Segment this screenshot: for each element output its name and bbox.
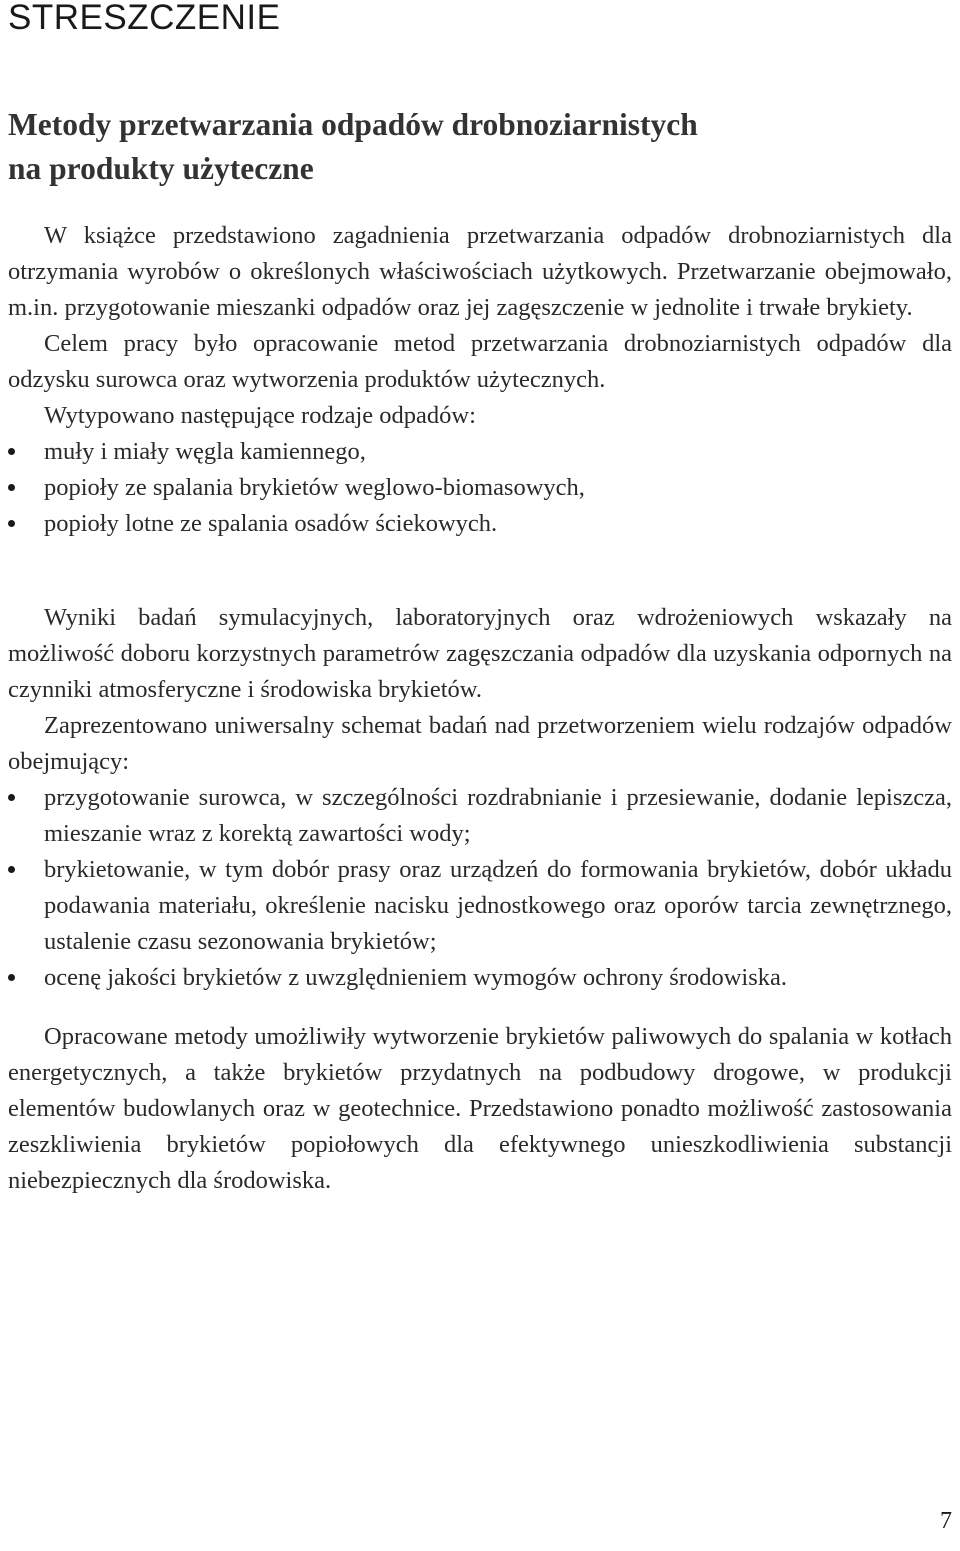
paragraph-intro: W książce przedstawiono zagadnienia przetwarzania odpadów drobnoziarnistych dla otrzymania wyrobów o określonych właściwościach użytkowych. Przetwarzanie obejmowało, m.in. przygotowanie mieszanki odpadów oraz jej zagęszczenie w jednolite i trwałe brykiety.: [8, 222, 952, 321]
paragraph-aim: Celem pracy było opracowanie metod przetwarzania drobnoziarnistych odpadów dla odzysku surowca oraz wytworzenia produktów użytecznych.: [8, 330, 952, 393]
paragraph-scheme: Zaprezentowano uniwersalny schemat badań nad przetworzeniem wielu rodzajów odpadów obejmujący:: [8, 712, 952, 775]
summary-section-3: [8, 1019, 952, 1199]
paragraph-conclusions: Opracowane metody umożliwiły wytworzenie brykietów paliwowych do spalania w kotłach energetycznych, a także brykietów przydatnych na podbudowy drogowe, w produkcji elementów budowlanych oraz w geotechnice. Przedstawiono ponadto możliwość zastosowania zeszkliwienia brykietów popiołowych dla efektywnego unieszkodliwienia substancji niebezpiecznych dla środowiska.: [8, 1023, 952, 1194]
waste-types-list: [8, 434, 952, 542]
bullet-icon: [8, 520, 15, 527]
bullet-icon: [8, 794, 15, 801]
list-item: popioły ze spalania brykietów weglowo-biomasowych,: [8, 470, 952, 506]
list-item: przygotowanie surowca, w szczególności rozdrabnianie i przesiewanie, dodanie lepiszcza, mieszanie wraz z korektą zawartości wody;: [8, 780, 952, 852]
paragraph-results: Wyniki badań symulacyjnych, laboratoryjnych oraz wdrożeniowych wskazały na możliwość doboru korzystnych parametrów zagęszczania odpadów dla uzyskania odpornych na czynniki atmosferyczne i środowiska brykietów.: [8, 604, 952, 703]
book-title-line-1: Metody przetwarzania odpadów drobnoziarnistych: [8, 107, 698, 142]
summary-section-1: [8, 218, 952, 542]
bullet-icon: [8, 484, 15, 491]
section-heading: STRESZCZENIE: [8, 0, 281, 37]
list-item: muły i miały węgla kamiennego,: [8, 434, 952, 470]
scheme-steps-list: [8, 780, 952, 996]
bullet-icon: [8, 448, 15, 455]
book-title-line-2: na produkty użyteczne: [8, 151, 314, 186]
page-number: 7: [940, 1508, 952, 1534]
summary-section-2: [8, 600, 952, 996]
bullet-icon: [8, 866, 15, 873]
paragraph-waste-types: Wytypowano następujące rodzaje odpadów:: [44, 402, 476, 429]
list-item: ocenę jakości brykietów z uwzględnieniem wymogów ochrony środowiska.: [8, 960, 952, 996]
list-item: brykietowanie, w tym dobór prasy oraz urządzeń do formowania brykietów, dobór układu podawania materiału, określenie nacisku jednostkowego oraz oporów tarcia zewnętrznego, ustalenie czasu sezonowania brykietów;: [8, 852, 952, 960]
bullet-icon: [8, 974, 15, 981]
book-title: [8, 103, 952, 191]
list-item: popioły lotne ze spalania osadów ściekowych.: [8, 506, 952, 542]
